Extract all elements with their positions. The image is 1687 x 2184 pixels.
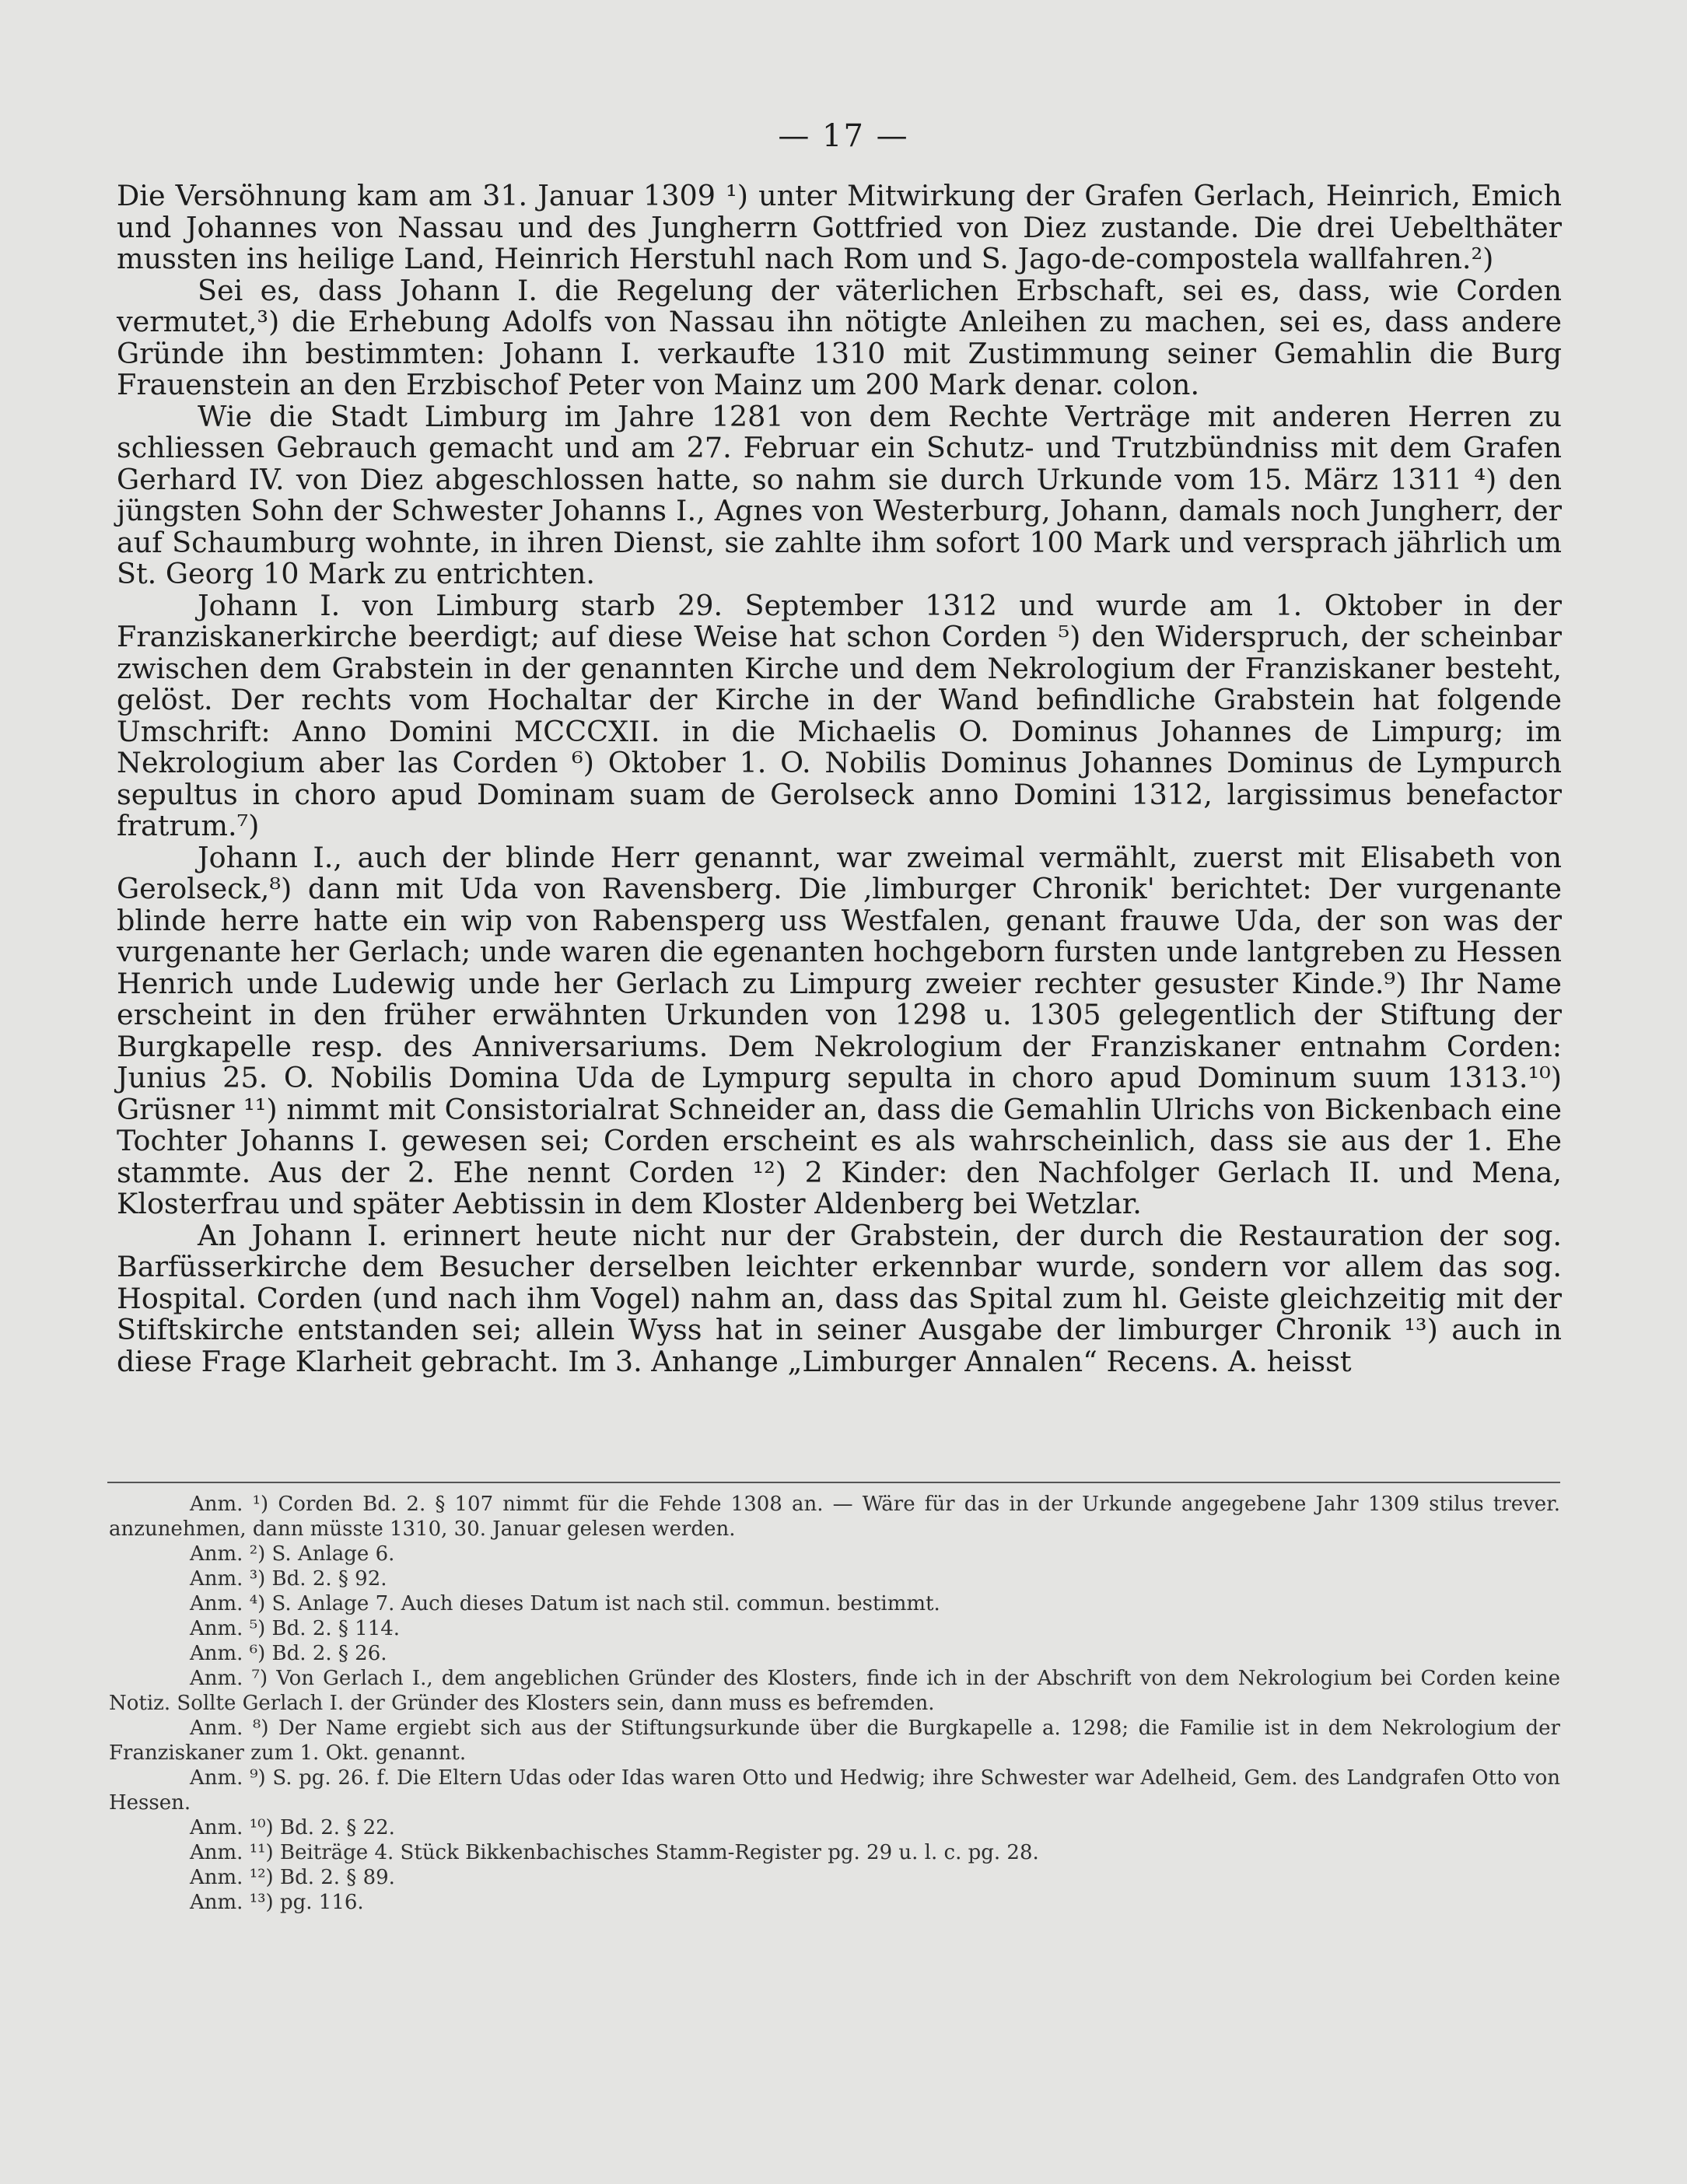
footnote-3: Anm. ³) Bd. 2. § 92. bbox=[190, 1567, 387, 1591]
footnote-1: Anm. ¹) Corden Bd. 2. § 107 nimmt für die Fehde 1308 an. — Wäre für das in der Urkunde angegebene Jahr 1309 stilus trever. anzunehmen, dann müsste 1310, 30. Januar gelesen werden. bbox=[109, 1493, 1560, 1541]
footnote-11: Anm. ¹¹) Beiträge 4. Stück Bikkenbachisches Stamm-Register pg. 29 u. l. c. pg. 28. bbox=[190, 1841, 1039, 1864]
paragraph-2: Sei es, dass Johann I. die Regelung der väterlichen Erbschaft, sei es, dass, wie Corden vermutet,³) die Erhebung Adolfs von Nassau ihn nötigte Anleihen zu machen, sei es, dass andere Gründe ihn bestimmten: Johann I. verkaufte 1310 mit Zustimmung seiner Gemahlin die Burg Frauenstein an den Erzbischof Peter von Mainz um 200 Mark denar. colon. bbox=[117, 273, 1562, 401]
footnote-4: Anm. ⁴) S. Anlage 7. Auch dieses Datum ist nach stil. commun. bestimmt. bbox=[190, 1592, 940, 1615]
footnote-divider bbox=[107, 1482, 1560, 1483]
paragraph-3: Wie die Stadt Limburg im Jahre 1281 von dem Rechte Verträge mit anderen Herren zu schliessen Gebrauch gemacht und am 27. Februar ein Schutz- und Trutzbündniss mit dem Grafen Gerhard IV. von Diez abgeschlossen hatte, so nahm sie durch Urkunde vom 15. März 1311 ⁴) den jüngsten Sohn der Schwester Johanns I., Agnes von Westerburg, Johann, damals noch Jungherr, der auf Schaumburg wohnte, in ihren Dienst, sie zahlte ihm sofort 100 Mark und versprach jährlich um St. Georg 10 Mark zu entrichten. bbox=[117, 399, 1562, 590]
footnote-2: Anm. ²) S. Anlage 6. bbox=[190, 1542, 395, 1566]
paragraph-4: Johann I. von Limburg starb 29. September 1312 und wurde am 1. Oktober in der Franziskanerkirche beerdigt; auf diese Weise hat schon Corden ⁵) den Widerspruch, der scheinbar zwischen dem Grabstein in der genannten Kirche und dem Nekrologium der Franziskaner besteht, gelöst. Der rechts vom Hochaltar der Kirche in der Wand befindliche Grabstein hat folgende Umschrift: Anno Domini MCCCXII. in die Michaelis O. Dominus Johannes de Limpurg; im Nekrologium aber las Corden ⁶) Oktober 1. O. Nobilis Dominus Johannes Dominus de Lympurch sepultus in choro apud Dominam suam de Gerolseck anno Domini 1312, largissimus benefactor fratrum.⁷) bbox=[117, 588, 1562, 842]
footnote-9: Anm. ⁹) S. pg. 26. f. Die Eltern Udas oder Idas waren Otto und Hedwig; ihre Schwester war Adelheid, Gem. des Landgrafen Otto von Hessen. bbox=[109, 1766, 1560, 1815]
footnote-12: Anm. ¹²) Bd. 2. § 89. bbox=[190, 1866, 395, 1889]
paragraph-5: Johann I., auch der blinde Herr genannt, war zweimal vermählt, zuerst mit Elisabeth von Gerolseck,⁸) dann mit Uda von Ravensberg. Die ‚limburger Chronik' berichtet: Der vurgenante blinde herre hatte ein wip von Rabensperg uss Westfalen, genant frauwe Uda, der son was der vurgenante her Gerlach; unde waren die egenanten hochgeborn fursten unde lantgreben zu Hessen Henrich unde Ludewig unde her Gerlach zu Limpurg zweier rechter gesuster Kinde.⁹) Ihr Name erscheint in den früher erwähnten Urkunden von 1298 u. 1305 gelegentlich der Stiftung der Burgkapelle resp. des Anniversariums. Dem Nekrologium der Franziskaner entnahm Corden: Junius 25. O. Nobilis Domina Uda de Lympurg sepulta in choro apud Dominum suum 1313.¹⁰) Grüsner ¹¹) nimmt mit Consistorialrat Schneider an, dass die Gemahlin Ulrichs von Bickenbach eine Tochter Johanns I. gewesen sei; Corden erscheint es als wahrscheinlich, dass sie aus der 1. Ehe stammte. Aus der 2. Ehe nennt Corden ¹²) 2 Kinder: den Nachfolger Gerlach II. und Mena, Klosterfrau und später Aebtissin in dem Kloster Aldenberg bei Wetzlar. bbox=[117, 840, 1562, 1220]
footnotes bbox=[109, 1492, 1560, 1915]
footnote-10: Anm. ¹⁰) Bd. 2. § 22. bbox=[190, 1816, 395, 1839]
body-text bbox=[117, 180, 1562, 1377]
footnote-7: Anm. ⁷) Von Gerlach I., dem angeblichen Gründer des Klosters, finde ich in der Abschrift von dem Nekrologium bei Corden keine Notiz. Sollte Gerlach I. der Gründer des Klosters sein, dann muss es befremden. bbox=[109, 1667, 1560, 1715]
footnote-5: Anm. ⁵) Bd. 2. § 114. bbox=[190, 1617, 401, 1640]
page-number: — 17 — bbox=[778, 118, 909, 154]
footnote-8: Anm. ⁸) Der Name ergiebt sich aus der Stiftungsurkunde über die Burgkapelle a. 1298; die Familie ist in dem Nekrologium der Franziskaner zum 1. Okt. genannt. bbox=[109, 1717, 1560, 1765]
paragraph-6: An Johann I. erinnert heute nicht nur der Grabstein, der durch die Restauration der sog. Barfüsserkirche dem Besucher derselben leichter erkennbar wurde, sondern vor allem das sog. Hospital. Corden (und nach ihm Vogel) nahm an, dass das Spital zum hl. Geiste gleichzeitig mit der Stiftskirche entstanden sei; allein Wyss hat in seiner Ausgabe der limburger Chronik ¹³) auch in diese Frage Klarheit gebracht. Im 3. Anhange „Limburger Annalen“ Recens. A. heisst bbox=[117, 1218, 1562, 1378]
footnote-6: Anm. ⁶) Bd. 2. § 26. bbox=[190, 1642, 387, 1665]
paragraph-1: Die Versöhnung kam am 31. Januar 1309 ¹) unter Mitwirkung der Grafen Gerlach, Heinrich, Emich und Johannes von Nassau und des Jungherrn Gottfried von Diez zustande. Die drei Uebelthäter mussten ins heilige Land, Heinrich Herstuhl nach Rom und S. Jago-de-compostela wallfahren.²) bbox=[117, 179, 1562, 275]
footnote-13: Anm. ¹³) pg. 116. bbox=[190, 1891, 364, 1914]
